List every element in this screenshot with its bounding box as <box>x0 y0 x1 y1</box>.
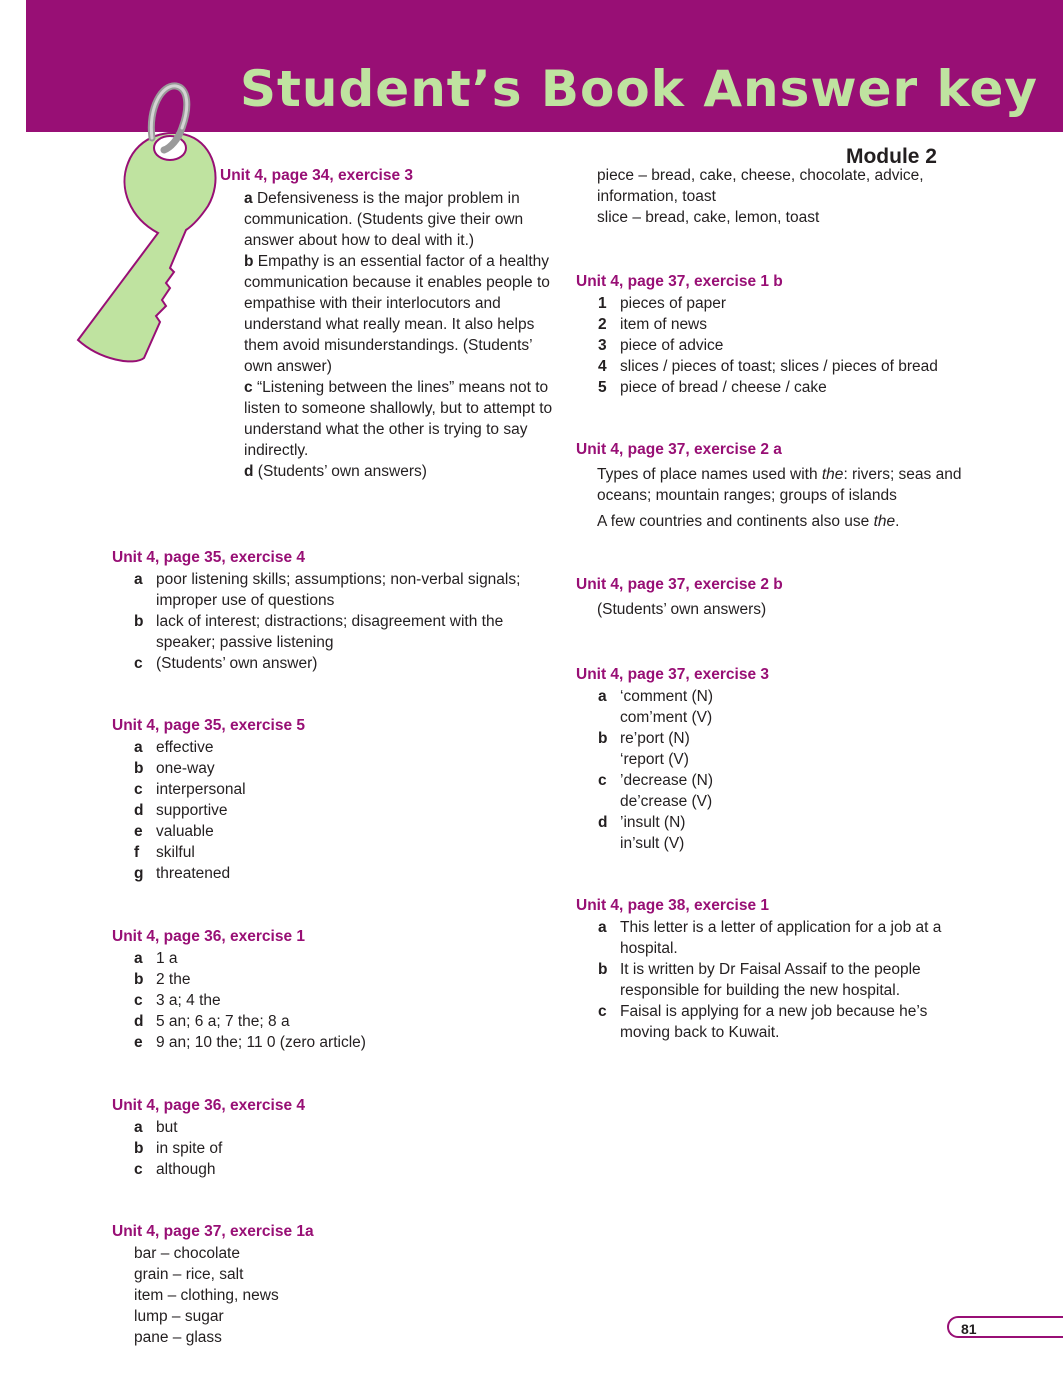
section-p35-ex4 <box>112 547 552 674</box>
section-p36-ex1 <box>112 926 552 1053</box>
list-item: b in spite of <box>134 1140 223 1157</box>
list-item: b 2 the <box>134 971 191 988</box>
list-item: c Faisal is applying for a new job because he’s moving back to Kuwait. <box>598 1003 928 1041</box>
list-item: a effective <box>134 739 214 756</box>
list-item: b lack of interest; distractions; disagreement with the speaker; passive listening <box>134 613 504 651</box>
list-item: f skilful <box>134 844 195 861</box>
section-heading: Unit 4, page 35, exercise 5 <box>112 717 305 734</box>
page-number: 81 <box>947 1316 1063 1338</box>
list-item: bar – chocolate <box>134 1245 240 1262</box>
section-p38-ex1 <box>576 895 971 1043</box>
section-heading: Unit 4, page 37, exercise 2 b <box>576 576 783 593</box>
answer-c: c “Listening between the lines” means not to listen to someone shallowly, but to attempt to understand what the other is trying to say indirectly. <box>244 379 553 459</box>
list-item: d supportive <box>134 802 228 819</box>
list-item: c interpersonal <box>134 781 246 798</box>
list-item: e 9 an; 10 the; 11 0 (zero article) <box>134 1034 366 1051</box>
paragraph: Types of place names used with the: rivers; seas and oceans; mountain ranges; groups of islands <box>597 466 962 504</box>
list-item: c ’decrease (N) de’crease (V) <box>598 772 714 810</box>
list-item: 4 slices / pieces of toast; slices / pieces of bread <box>598 358 938 375</box>
list-item: a poor listening skills; assumptions; non-verbal signals; improper use of questions <box>134 571 521 609</box>
section-heading: Unit 4, page 34, exercise 3 <box>220 167 413 184</box>
list-item: g threatened <box>134 865 231 882</box>
list-item: c (Students’ own answer) <box>134 655 318 672</box>
section-heading: Unit 4, page 37, exercise 2 a <box>576 441 782 458</box>
list-item: b one-way <box>134 760 215 777</box>
section-p36-ex4 <box>112 1095 552 1180</box>
section-p37-ex2b <box>576 574 976 620</box>
list-item: piece – bread, cake, cheese, chocolate, advice, <box>597 167 924 184</box>
section-heading: Unit 4, page 37, exercise 3 <box>576 666 769 683</box>
list-item: a This letter is a letter of application for a job at a hospital. <box>598 919 942 957</box>
list-item: information, toast <box>597 188 716 205</box>
list-item: d 5 an; 6 a; 7 the; 8 a <box>134 1013 290 1030</box>
section-p37-ex1a-continued <box>597 165 977 228</box>
list-item: slice – bread, cake, lemon, toast <box>597 209 820 226</box>
key-icon <box>70 78 220 368</box>
section-heading: Unit 4, page 35, exercise 4 <box>112 549 305 566</box>
list-item: e valuable <box>134 823 214 840</box>
list-item: a ‘comment (N) com’ment (V) <box>598 688 714 726</box>
list-item: c 3 a; 4 the <box>134 992 221 1009</box>
answer-a: a Defensiveness is the major problem in communication. (Students give their own answer about how to deal with it.) <box>244 190 524 249</box>
section-p34-ex3 <box>220 165 560 482</box>
section-heading: Unit 4, page 36, exercise 4 <box>112 1097 305 1114</box>
section-p37-ex1a <box>112 1221 552 1348</box>
list-item: c although <box>134 1161 216 1178</box>
list-item: d ’insult (N) in’sult (V) <box>598 814 686 852</box>
list-item: 2 item of news <box>598 316 708 333</box>
section-heading: Unit 4, page 38, exercise 1 <box>576 897 769 914</box>
list-item: b It is written by Dr Faisal Assaif to the people responsible for building the new hospital. <box>598 961 921 999</box>
section-heading: Unit 4, page 36, exercise 1 <box>112 928 305 945</box>
list-item: grain – rice, salt <box>134 1266 244 1283</box>
list-item: a but <box>134 1119 178 1136</box>
list-item: lump – sugar <box>134 1308 224 1325</box>
answer-b: b Empathy is an essential factor of a healthy communication because it enables people to empathise with their interlocutors and understand what really mean. It also helps them avoid misunderstandings. (Students’ own answer) <box>244 253 550 375</box>
section-p35-ex5 <box>112 715 552 884</box>
page-title: Student’s Book Answer key <box>240 60 1038 118</box>
list-item: a 1 a <box>134 950 178 967</box>
section-p37-ex1b <box>576 271 976 398</box>
module-label: Module 2 <box>845 145 937 168</box>
paragraph: (Students’ own answers) <box>597 601 767 618</box>
list-item: 5 piece of bread / cheese / cake <box>598 379 827 396</box>
paragraph: A few countries and continents also use the. <box>597 513 900 530</box>
list-item: 1 pieces of paper <box>598 295 726 312</box>
list-item: 3 piece of advice <box>598 337 724 354</box>
list-item: b re’port (N) ‘report (V) <box>598 730 690 768</box>
list-item: item – clothing, news <box>134 1287 279 1304</box>
answer-d: d (Students’ own answers) <box>244 463 427 480</box>
section-p37-ex2a <box>576 439 976 532</box>
section-heading: Unit 4, page 37, exercise 1a <box>112 1223 314 1240</box>
section-heading: Unit 4, page 37, exercise 1 b <box>576 273 783 290</box>
list-item: pane – glass <box>134 1329 222 1346</box>
section-p37-ex3 <box>576 664 976 854</box>
